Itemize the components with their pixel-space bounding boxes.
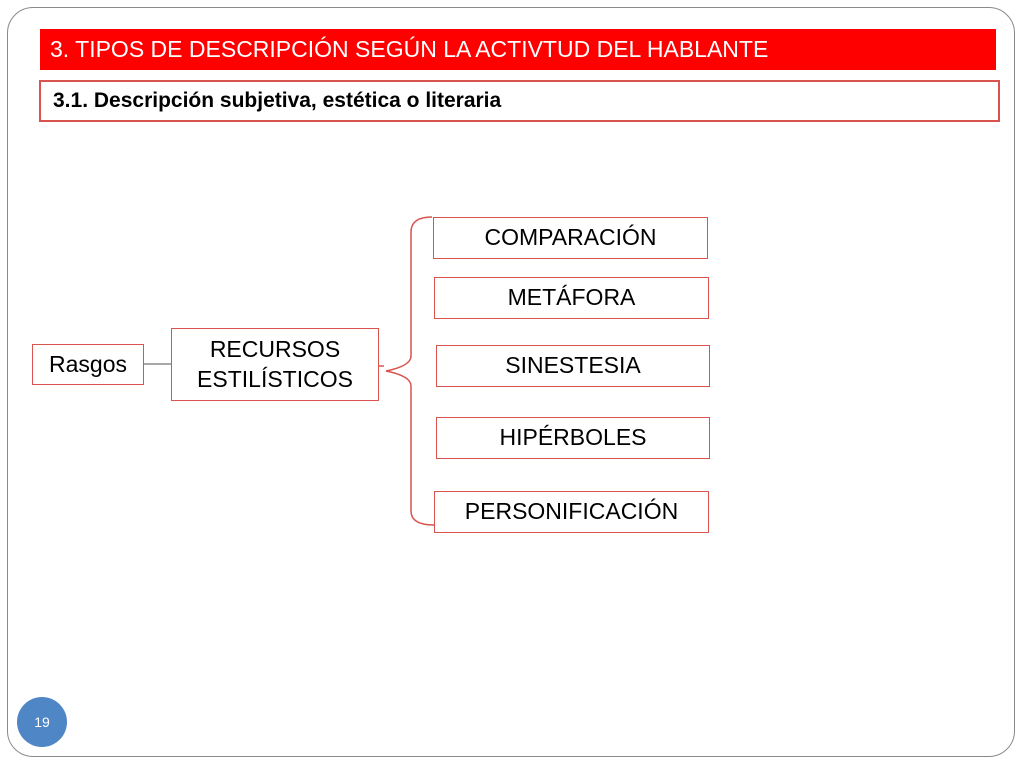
branch-node-label: RECURSOS ESTILÍSTICOS bbox=[197, 335, 353, 392]
item-node-label: METÁFORA bbox=[507, 284, 636, 311]
branch-node-recursos bbox=[171, 328, 379, 401]
root-node-label: Rasgos bbox=[49, 350, 127, 377]
item-node-comparacion bbox=[433, 217, 708, 259]
item-node-metafora bbox=[434, 277, 709, 319]
item-node-personificacion bbox=[434, 491, 709, 533]
page-number: 19 bbox=[34, 714, 50, 730]
item-node-label: COMPARACIÓN bbox=[484, 224, 657, 251]
page-number-badge bbox=[17, 697, 67, 747]
item-node-hiperboles bbox=[436, 417, 710, 459]
root-node-rasgos bbox=[32, 344, 144, 385]
item-node-sinestesia bbox=[436, 345, 710, 387]
item-node-label: HIPÉRBOLES bbox=[499, 424, 647, 451]
slide-title: 3. TIPOS DE DESCRIPCIÓN SEGÚN LA ACTIVTUD DEL HABLANTE bbox=[40, 29, 996, 70]
brace-bracket bbox=[386, 217, 434, 525]
item-node-label: SINESTESIA bbox=[505, 352, 641, 379]
item-node-label: PERSONIFICACIÓN bbox=[464, 498, 679, 525]
slide-subtitle: 3.1. Descripción subjetiva, estética o literaria bbox=[39, 80, 1000, 122]
